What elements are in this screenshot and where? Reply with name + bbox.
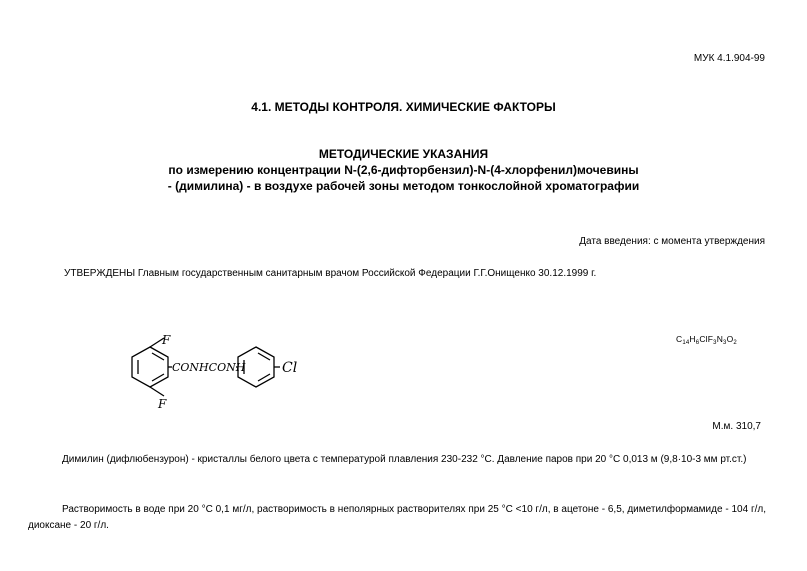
title-line-2: по измерению концентрации N-(2,6-дифторбензил)-N-(4-хлорфенил)мочевины <box>168 163 639 177</box>
title-line-3: - (димилина) - в воздухе рабочей зоны методом тонкослойной хроматографии <box>167 179 640 193</box>
intro-date: Дата введения: с момента утверждения <box>579 236 765 247</box>
chlorine-label: Cl <box>282 360 298 376</box>
molecular-formula: $C_{14}H_6ClF_3N_3O_2$ <box>676 334 737 346</box>
document-code: МУК 4.1.904-99 <box>693 53 765 64</box>
properties-paragraph <box>28 450 766 470</box>
title-line-1: МЕТОДИЧЕСКИЕ УКАЗАНИЯ <box>318 147 489 161</box>
solubility-text: Растворимость в воде при 20 °С 0,1 мг/л, растворимость в неполярных растворителях при 25 °С <10 г/л, в ацетоне - 6,5, диметилформамиде - 104 г/л, диоксане - 20 г/л. <box>28 504 766 531</box>
document-title <box>0 146 807 194</box>
properties-text: Димилин (дифлюбензурон) - кристаллы белого цвета с температурой плавления 230-232 °С. Давление паров при 20 °С 0,013 м (9,8·10-3 мм рт.ст.) <box>62 454 747 465</box>
molar-mass: М.м. 310,7 <box>712 421 761 432</box>
structural-formula <box>124 330 304 420</box>
solubility-paragraph <box>28 502 766 534</box>
fluorine-bottom-label: F <box>158 397 167 411</box>
section-title: 4.1. МЕТОДЫ КОНТРОЛЯ. ХИМИЧЕСКИЕ ФАКТОРЫ <box>251 100 556 114</box>
urea-linker-label: CONHCONH <box>172 361 246 374</box>
fluorine-top-label: F <box>162 333 171 347</box>
approval-statement: УТВЕРЖДЕНЫ Главным государственным санитарным врачом Российской Федерации Г.Г.Онищенко 30.12.1999 г. <box>64 268 597 279</box>
